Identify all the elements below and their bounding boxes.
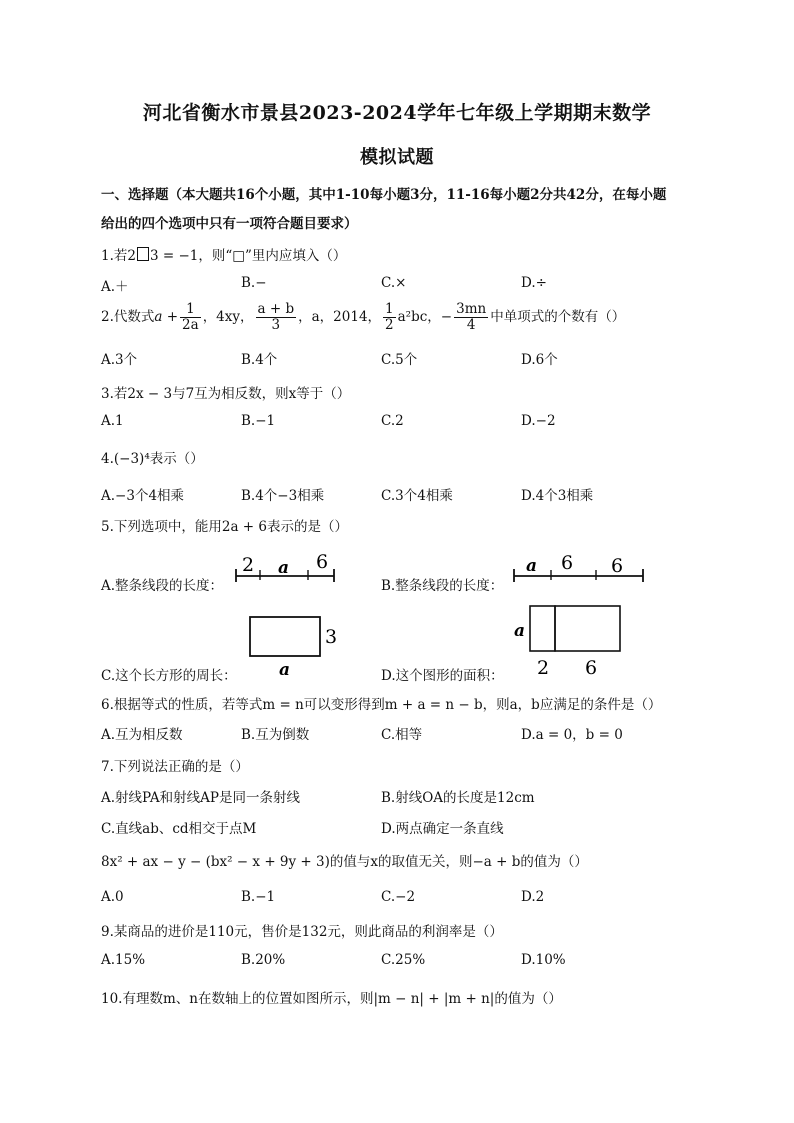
q3-option-a: A.1	[101, 413, 124, 429]
q3-option-b: B.−1	[241, 413, 276, 429]
question-6: 6.根据等式的性质，若等式m = n可以变形得到m + a = n − b，则a，b应满足的条件是（）	[101, 697, 662, 713]
area-rect-right	[555, 606, 620, 651]
q2-term-4: a²bc，−	[397, 309, 453, 325]
fraction-4	[454, 302, 488, 333]
fig-a-label-1: 2	[242, 554, 255, 576]
q2-option-b: B.4个	[241, 352, 278, 368]
q2-suffix: 中单项式的个数有（）	[490, 309, 626, 325]
q8-option-a: A.0	[101, 889, 124, 905]
question-4: 4.(−3)⁴表示（）	[101, 451, 204, 467]
q7-option-a: A.射线PA和射线AP是同一条射线	[101, 790, 300, 806]
fig-b-label-2: 6	[561, 552, 574, 574]
q6-option-d: D.a = 0，b = 0	[521, 727, 623, 743]
fig-a-label-3: 6	[316, 552, 329, 573]
q2-term-3: ，a，2014，	[298, 309, 382, 325]
q9-option-c: C.25%	[381, 952, 426, 968]
q8-option-c: C.−2	[381, 889, 416, 905]
blank-box-icon	[137, 247, 149, 261]
fraction-1-denominator: 2a	[182, 317, 199, 333]
exam-title: 河北省衡水市景县2023-2024学年七年级上学期期末数学	[142, 102, 652, 124]
q9-option-d: D.10%	[521, 952, 566, 968]
fig-d-label-6: 6	[585, 657, 598, 679]
area-rect-left	[530, 606, 555, 651]
fraction-2-numerator: a + b	[257, 301, 295, 317]
fraction-2	[256, 302, 297, 333]
fig-c-label-width: a	[279, 660, 291, 680]
q1-suffix: 3 = −1，则“□”里内应填入（）	[149, 248, 347, 264]
q6-option-a: A.互为相反数	[101, 727, 183, 743]
fig-a-label-2: a	[278, 558, 290, 578]
q2-prefix: 2.代数式	[101, 309, 155, 325]
fig-b-label-1: a	[526, 556, 538, 576]
q2-option-d: D.6个	[521, 352, 558, 368]
question-8: 8x² + ax − y − (bx² − x + 9y + 3)的值与x的取值无关，则−a + b的值为（）	[101, 854, 588, 870]
q5-figure-b-segment	[511, 552, 647, 586]
fraction-1-numerator: 1	[180, 302, 201, 318]
section-heading: 一、选择题（本大题共16个小题，其中1-10每小题3分，11-16每小题2分共42分，在每小题	[101, 187, 667, 203]
exam-subtitle: 模拟试题	[360, 147, 434, 168]
fraction-3-numerator: 1	[385, 301, 394, 317]
q8-option-d: D.2	[521, 889, 545, 905]
question-3: 3.若2x − 3与7互为相反数，则x等于（）	[101, 386, 351, 402]
q5-option-c: C.这个长方形的周长：	[101, 668, 237, 684]
q1-option-a: A.＋	[101, 279, 129, 295]
q1-option-c: C.×	[381, 275, 407, 291]
q7-option-d: D.两点确定一条直线	[381, 821, 504, 837]
q5-figure-a-segment	[234, 552, 338, 586]
fraction-4-denominator: 4	[466, 317, 476, 333]
q2-term-1: a +	[154, 309, 179, 325]
q1-option-b: B.−	[241, 275, 267, 291]
q5-option-d: D.这个图形的面积：	[381, 668, 504, 684]
q2-option-a: A.3个	[101, 352, 138, 368]
q1-option-d: D.÷	[521, 275, 547, 291]
q9-option-b: B.20%	[241, 952, 286, 968]
fraction-2-denominator: 3	[271, 317, 281, 333]
fraction-3	[383, 302, 396, 333]
q3-option-c: C.2	[381, 413, 404, 429]
fraction-1	[180, 302, 201, 333]
fig-d-label-a: a	[514, 621, 526, 641]
fig-d-label-2: 2	[537, 657, 550, 679]
q5-option-b: B.整条线段的长度：	[381, 578, 504, 594]
q4-option-b: B.4个−3相乘	[241, 488, 325, 504]
q8-option-b: B.−1	[241, 889, 276, 905]
fig-c-label-height: 3	[325, 626, 338, 648]
question-5: 5.下列选项中，能用2a + 6表示的是（）	[101, 519, 349, 535]
question-7: 7.下列说法正确的是（）	[101, 759, 249, 775]
q4-option-d: D.4个3相乘	[521, 488, 594, 504]
q5-figure-d-area	[511, 600, 629, 682]
question-2	[101, 302, 625, 333]
q9-option-a: A.15%	[101, 952, 146, 968]
fig-b-label-3: 6	[611, 555, 624, 577]
fraction-3-denominator: 2	[385, 317, 394, 333]
q7-option-b: B.射线OA的长度是12cm	[381, 790, 535, 806]
question-9: 9.某商品的进价是110元，售价是132元，则此商品的利润率是（）	[101, 924, 503, 940]
q5-figure-c-rectangle	[246, 612, 346, 680]
q2-option-c: C.5个	[381, 352, 418, 368]
fraction-4-numerator: 3mn	[456, 301, 487, 317]
q7-option-c: C.直线ab、cd相交于点M	[101, 821, 257, 837]
section-heading-cont: 给出的四个选项中只有一项符合题目要求）	[101, 216, 358, 232]
q6-option-c: C.相等	[381, 727, 423, 743]
q5-option-a: A.整条线段的长度：	[101, 578, 224, 594]
rectangle-shape	[250, 617, 320, 656]
q3-option-d: D.−2	[521, 413, 556, 429]
q1-prefix: 1.若2	[101, 248, 136, 264]
question-10: 10.有理数m、n在数轴上的位置如图所示，则|m − n| + |m + n|的值为（）	[101, 991, 562, 1007]
question-1	[101, 244, 346, 264]
q6-option-b: B.互为倒数	[241, 727, 310, 743]
q4-option-c: C.3个4相乘	[381, 488, 453, 504]
q2-term-2: ，4xy，	[202, 309, 254, 325]
q4-option-a: A.−3个4相乘	[101, 488, 185, 504]
